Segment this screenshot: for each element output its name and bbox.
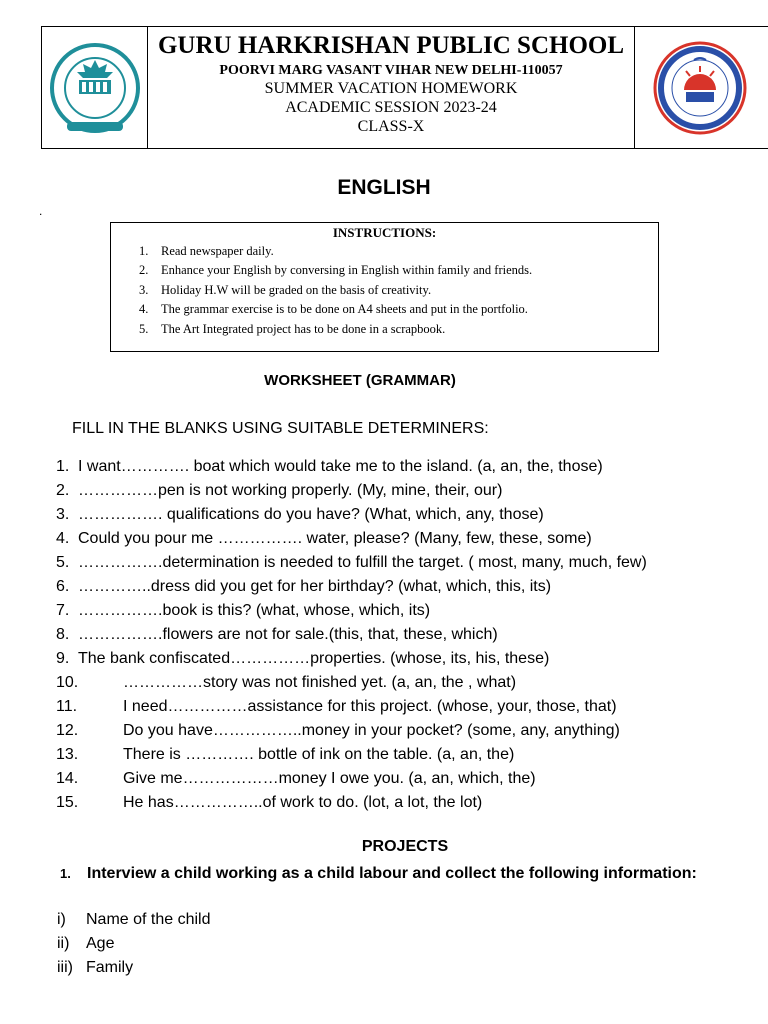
question-text: There is …………. bottle of ink on the table. (a, an, the) <box>123 746 515 763</box>
subitem-text: Age <box>86 935 115 952</box>
instructions-box <box>110 222 659 352</box>
worksheet-title: WORKSHEET (GRAMMAR) <box>264 372 456 389</box>
project-subitem-list <box>57 908 357 980</box>
question-item <box>56 455 756 479</box>
school-address: POORVI MARG VASANT VIHAR NEW DELHI-110057 <box>219 63 563 78</box>
question-number: 10. <box>56 674 79 691</box>
question-number: 3. <box>56 506 70 523</box>
school-crest-icon <box>650 38 750 138</box>
subitem-number: i) <box>57 911 66 928</box>
subitem-text: Family <box>86 959 134 976</box>
question-number: 6. <box>56 578 70 595</box>
question-item <box>56 719 756 743</box>
question-item <box>56 551 756 575</box>
question-number: 8. <box>56 626 70 643</box>
instruction-number: 5. <box>139 321 149 336</box>
instruction-number: 2. <box>139 263 149 278</box>
instruction-text: Enhance your English by conversing in English within family and friends. <box>161 263 533 278</box>
instruction-item <box>111 261 658 280</box>
question-item <box>56 695 756 719</box>
right-logo-cell <box>634 27 765 148</box>
question-item <box>56 527 756 551</box>
question-text: …………….flowers are not for sale.(this, that, these, which) <box>78 626 498 643</box>
stray-mark: . <box>39 204 43 218</box>
question-number: 1. <box>56 458 70 475</box>
exercise-heading: FILL IN THE BLANKS USING SUITABLE DETERMINERS: <box>72 420 489 437</box>
question-text: ……………pen is not working properly. (My, mine, their, our) <box>78 482 503 499</box>
header-text <box>148 27 634 136</box>
instruction-number: 4. <box>139 302 149 317</box>
instruction-text: Holiday H.W will be graded on the basis of creativity. <box>161 282 432 297</box>
question-number: 7. <box>56 602 70 619</box>
question-item <box>56 671 756 695</box>
project-subitem <box>57 956 357 980</box>
question-item <box>56 767 756 791</box>
question-item <box>56 599 756 623</box>
question-number: 11. <box>56 698 78 715</box>
subitem-text: Name of the child <box>86 911 211 928</box>
question-text: …………….determination is needed to fulfill the target. ( most, many, much, few) <box>78 554 647 571</box>
project-number: 1. <box>60 866 71 881</box>
cbse-emblem-icon <box>49 38 141 138</box>
instruction-number: 1. <box>139 244 149 258</box>
question-number: 2. <box>56 482 70 499</box>
question-item <box>56 647 756 671</box>
question-text: Give me………………money I owe you. (a, an, which, the) <box>123 770 536 787</box>
project-subitem <box>57 908 357 932</box>
question-item <box>56 791 756 815</box>
instruction-item <box>111 300 658 319</box>
subitem-number: ii) <box>57 935 70 952</box>
question-item <box>56 623 756 647</box>
instruction-item <box>111 281 658 300</box>
instruction-item <box>111 320 658 339</box>
project-subitem <box>57 932 357 956</box>
class-label: CLASS-X <box>357 118 425 135</box>
subitem-number: iii) <box>57 959 73 976</box>
question-list <box>56 455 756 815</box>
instruction-text: The Art Integrated project has to be done in a scrapbook. <box>161 321 446 336</box>
academic-session: ACADEMIC SESSION 2023-24 <box>285 99 497 116</box>
question-item <box>56 575 756 599</box>
question-text: I want…………. boat which would take me to the island. (a, an, the, those) <box>78 458 603 475</box>
question-number: 12. <box>56 722 79 739</box>
question-item <box>56 479 756 503</box>
question-text: The bank confiscated……………properties. (whose, its, his, these) <box>78 650 550 667</box>
question-item <box>56 743 756 767</box>
project-text: Interview a child working as a child labour and collect the following information: <box>87 865 697 882</box>
subject-title: ENGLISH <box>337 176 431 199</box>
question-text: He has……………..of work to do. (lot, a lot, the lot) <box>123 794 483 811</box>
question-text: …………..dress did you get for her birthday? (what, which, this, its) <box>78 578 552 595</box>
question-number: 5. <box>56 554 70 571</box>
homework-title: SUMMER VACATION HOMEWORK <box>264 80 518 97</box>
instructions-list <box>111 242 658 339</box>
question-number: 14. <box>56 770 79 787</box>
instruction-number: 3. <box>139 282 149 297</box>
instructions-title: INSTRUCTIONS: <box>332 225 437 240</box>
question-text: ……………story was not finished yet. (a, an, the , what) <box>123 674 517 691</box>
question-text: ……………. qualifications do you have? (What, which, any, those) <box>78 506 544 523</box>
question-item <box>56 503 756 527</box>
instruction-item <box>111 242 658 261</box>
instruction-text: The grammar exercise is to be done on A4 sheets and put in the portfolio. <box>161 302 528 317</box>
question-text: …………….book is this? (what, whose, which, its) <box>78 602 431 619</box>
left-logo-cell <box>42 27 148 148</box>
school-header <box>41 26 768 149</box>
question-text: Do you have……………..money in your pocket? (some, any, anything) <box>123 722 620 739</box>
question-number: 13. <box>56 746 79 763</box>
projects-title: PROJECTS <box>361 838 449 855</box>
question-number: 4. <box>56 530 70 547</box>
question-text: I need……………assistance for this project. (whose, your, those, that) <box>123 698 617 715</box>
question-number: 9. <box>56 650 70 667</box>
question-text: Could you pour me ……………. water, please? (Many, few, these, some) <box>78 530 592 547</box>
school-name: GURU HARKRISHAN PUBLIC SCHOOL <box>157 32 625 59</box>
question-number: 15. <box>56 794 79 811</box>
instruction-text: Read newspaper daily. <box>161 244 274 258</box>
